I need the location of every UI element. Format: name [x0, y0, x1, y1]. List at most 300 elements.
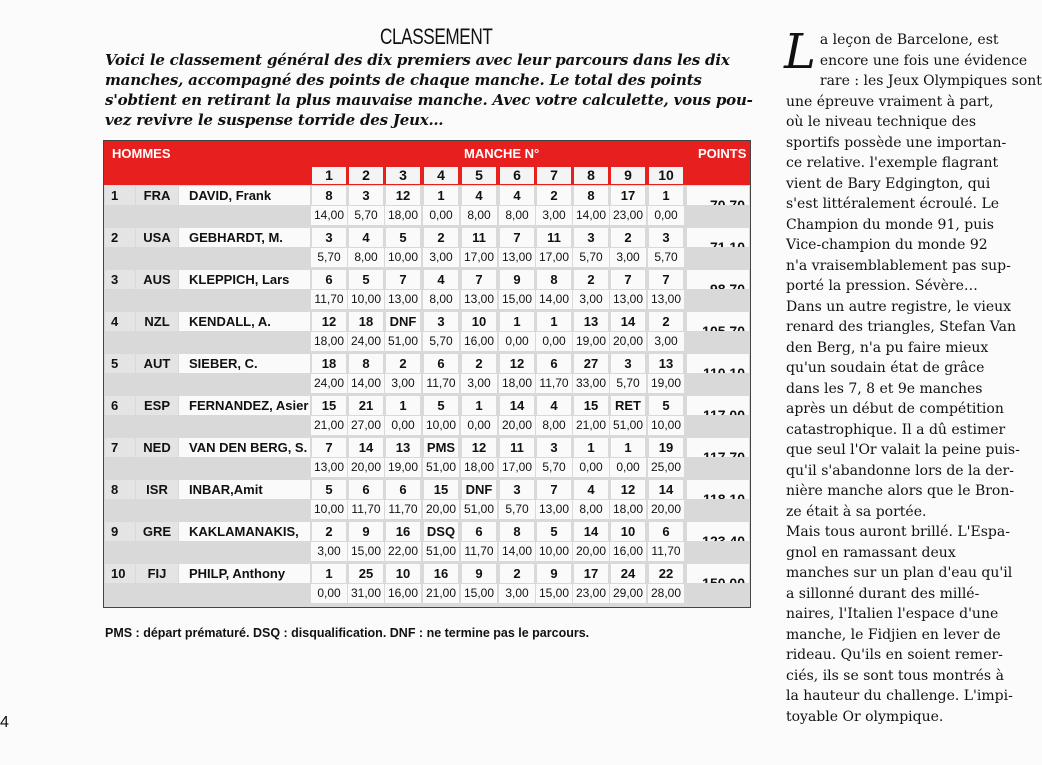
- race-place: 8: [537, 270, 571, 289]
- race-points: 27,00: [348, 416, 384, 435]
- race-points: 20,00: [648, 500, 684, 519]
- row-country: FIJ: [136, 564, 178, 583]
- race-place: 9: [500, 270, 534, 289]
- race-place: 2: [312, 522, 346, 541]
- race-place: RET: [611, 396, 645, 415]
- race-points: 20,00: [423, 500, 459, 519]
- table-subrow: [104, 373, 750, 393]
- race-points: 10,00: [348, 290, 384, 309]
- table-row: [104, 395, 750, 415]
- article-line: a leçon de Barcelone, est: [819, 32, 999, 48]
- race-place: 3: [611, 354, 645, 373]
- race-points: 13,00: [461, 290, 497, 309]
- race-points: 8,00: [536, 416, 572, 435]
- race-points: 14,00: [499, 542, 535, 561]
- race-points: 10,00: [423, 416, 459, 435]
- race-points: 24,00: [311, 374, 347, 393]
- article-line: manches sur un plan d'eau qu'il: [786, 565, 1013, 581]
- article-line: Champion du monde 91, puis: [786, 216, 994, 233]
- race-points: 5,70: [573, 248, 609, 267]
- race-place: 7: [386, 270, 420, 289]
- race-place: 18: [349, 312, 383, 331]
- row-rank: 8: [105, 480, 135, 499]
- race-place: 10: [386, 564, 420, 583]
- row-country: AUT: [136, 354, 178, 373]
- race-points: 5,70: [536, 458, 572, 477]
- race-place: 6: [386, 480, 420, 499]
- race-place: 7: [649, 270, 683, 289]
- race-place: 11: [500, 438, 534, 457]
- row-rank: 7: [105, 438, 135, 457]
- article-line: den Berg, n'a pu faire mieux: [786, 339, 989, 356]
- race-place: 22: [649, 564, 683, 583]
- race-points: 21,00: [311, 416, 347, 435]
- race-place: 13: [649, 354, 683, 373]
- table-subrow: [104, 499, 750, 519]
- race-points: 17,00: [499, 458, 535, 477]
- manche-number: 2: [349, 167, 383, 184]
- race-place: 4: [537, 396, 571, 415]
- race-place: 16: [386, 522, 420, 541]
- race-place: 3: [537, 438, 571, 457]
- race-place: 14: [649, 480, 683, 499]
- row-rank: 1: [105, 186, 135, 205]
- manche-number: 10: [649, 167, 683, 184]
- race-place: 16: [424, 564, 458, 583]
- race-points: 3,00: [499, 584, 535, 603]
- race-place: 8: [574, 186, 608, 205]
- race-points: 15,00: [499, 290, 535, 309]
- race-points: 0,00: [648, 206, 684, 225]
- intro-line: Voici le classement général des dix premiers avec leur parcours dans les dix: [105, 51, 730, 69]
- race-place: 14: [500, 396, 534, 415]
- race-place: 1: [462, 396, 496, 415]
- race-points: 13,00: [610, 290, 646, 309]
- race-points: 8,00: [348, 248, 384, 267]
- row-name: KENDALL, A.: [179, 312, 310, 331]
- row-rank: 10: [105, 564, 135, 583]
- race-points: 51,00: [610, 416, 646, 435]
- race-place: 3: [349, 186, 383, 205]
- race-points: 8,00: [461, 206, 497, 225]
- race-points: 10,00: [648, 416, 684, 435]
- article-line: rare : les Jeux Olympiques sont: [819, 73, 1042, 89]
- row-name: KLEPPICH, Lars: [179, 270, 310, 289]
- manche-number: 3: [386, 167, 420, 184]
- race-points: 5,70: [610, 374, 646, 393]
- race-points: 15,00: [348, 542, 384, 561]
- race-place: 17: [611, 186, 645, 205]
- row-name: SIEBER, C.: [179, 354, 310, 373]
- row-rank: 3: [105, 270, 135, 289]
- race-points: 0,00: [423, 206, 459, 225]
- race-points: 18,00: [461, 458, 497, 477]
- table-row: [104, 353, 750, 373]
- table-row: [104, 437, 750, 457]
- race-place: 19: [649, 438, 683, 457]
- race-points: 20,00: [610, 332, 646, 351]
- race-place: 11: [537, 228, 571, 247]
- race-place: 11: [462, 228, 496, 247]
- drop-cap: L: [784, 24, 816, 80]
- race-points: 24,00: [348, 332, 384, 351]
- subrow-blank: [105, 374, 310, 393]
- race-points: 8,00: [573, 500, 609, 519]
- article-line: toyable Or olympique.: [786, 708, 944, 725]
- race-points: 14,00: [348, 374, 384, 393]
- race-points: 23,00: [610, 206, 646, 225]
- race-place: 15: [424, 480, 458, 499]
- intro-line: s'obtient en retirant la plus mauvaise manche. Avec votre calculette, vous pou-: [105, 91, 753, 109]
- subrow-blank: [105, 290, 310, 309]
- race-points: 3,00: [385, 374, 421, 393]
- article-line: Vice-champion du monde 92: [786, 237, 988, 253]
- race-points: 15,00: [461, 584, 497, 603]
- race-points: 13,00: [385, 290, 421, 309]
- header-hommes: HOMMES: [112, 146, 171, 161]
- subrow-blank: [105, 248, 310, 267]
- article-line: sportifs possède une importan-: [786, 134, 1007, 151]
- race-points: 20,00: [573, 542, 609, 561]
- article-line: ciés, ils se sont tous montrés à: [786, 667, 1004, 684]
- article-line: catastrophique. Il a dû estimer: [786, 421, 1006, 438]
- race-place: 13: [386, 438, 420, 457]
- race-points: 0,00: [573, 458, 609, 477]
- article-line: où le niveau technique des: [786, 114, 977, 130]
- article-line: s'est littéralement écroulé. Le: [786, 196, 1000, 212]
- race-place: 25: [349, 564, 383, 583]
- manche-number: 7: [537, 167, 571, 184]
- subrow-blank: [105, 584, 310, 603]
- subrow-blank: [105, 500, 310, 519]
- race-place: DNF: [462, 480, 496, 499]
- table-subrow: [104, 583, 750, 603]
- row-country: USA: [136, 228, 178, 247]
- race-points: 22,00: [385, 542, 421, 561]
- race-place: 6: [349, 480, 383, 499]
- race-place: 1: [574, 438, 608, 457]
- race-place: 3: [574, 228, 608, 247]
- legend-note: PMS : départ prématuré. DSQ : disqualification. DNF : ne termine pas le parcours.: [105, 626, 590, 640]
- subrow-blank: [105, 458, 310, 477]
- row-name: PHILP, Anthony: [179, 564, 310, 583]
- race-points: 5,70: [348, 206, 384, 225]
- race-place: 1: [386, 396, 420, 415]
- race-place: 5: [312, 480, 346, 499]
- race-place: 9: [537, 564, 571, 583]
- race-place: 5: [649, 396, 683, 415]
- subrow-blank: [105, 206, 310, 225]
- article-line: naires, l'Italien l'espace d'une: [786, 606, 999, 622]
- manche-number: 4: [424, 167, 458, 184]
- race-points: 14,00: [573, 206, 609, 225]
- row-rank: 6: [105, 396, 135, 415]
- race-points: 17,00: [536, 248, 572, 267]
- table-subrow: [104, 331, 750, 351]
- row-name: KAKLAMANAKIS,: [179, 522, 310, 541]
- race-place: 2: [537, 186, 571, 205]
- race-place: 14: [349, 438, 383, 457]
- article-line: rideau. Qu'ils en soient remer-: [786, 647, 1003, 663]
- article-line: Mais tous auront brillé. L'Espa-: [786, 524, 1010, 540]
- manche-number: 8: [574, 167, 608, 184]
- race-place: 3: [312, 228, 346, 247]
- article-column: [784, 24, 1042, 727]
- race-points: 8,00: [423, 290, 459, 309]
- table-row: [104, 521, 750, 541]
- table-row: [104, 227, 750, 247]
- results-table: [103, 140, 751, 608]
- page-title: CLASSEMENT: [380, 24, 493, 49]
- article-line: renard des triangles, Stefan Van: [786, 319, 1016, 335]
- table-subrow: [104, 541, 750, 561]
- race-place: 14: [611, 312, 645, 331]
- race-points: 16,00: [385, 584, 421, 603]
- row-name: DAVID, Frank: [179, 186, 310, 205]
- race-points: 16,00: [610, 542, 646, 561]
- article-line: n'a vraisemblablement pas sup-: [786, 257, 1011, 274]
- article-line: ce relative. l'exemple flagrant: [786, 155, 999, 171]
- manche-number: 1: [312, 167, 346, 184]
- manche-number: 5: [462, 167, 496, 184]
- race-place: 12: [611, 480, 645, 499]
- race-place: 2: [386, 354, 420, 373]
- race-points: 0,00: [610, 458, 646, 477]
- race-place: 8: [500, 522, 534, 541]
- race-points: 11,70: [348, 500, 384, 519]
- race-place: 6: [537, 354, 571, 373]
- article-line: a sillonné durant des millé-: [786, 585, 980, 602]
- table-row: [104, 479, 750, 499]
- race-points: 11,70: [461, 542, 497, 561]
- intro-line: vez revivre le suspense torride des Jeux…: [105, 111, 444, 129]
- article-line: vient de Bary Edgington, qui: [786, 175, 991, 192]
- race-place: 12: [386, 186, 420, 205]
- header-manche: MANCHE N°: [464, 146, 540, 161]
- race-place: 21: [349, 396, 383, 415]
- row-name: FERNANDEZ, Asier: [179, 396, 310, 415]
- article-line: après un début de compétition: [786, 401, 1004, 417]
- subrow-blank: [105, 416, 310, 435]
- race-points: 51,00: [423, 458, 459, 477]
- table-row: [104, 311, 750, 331]
- race-points: 51,00: [423, 542, 459, 561]
- header-points: POINTS: [698, 146, 747, 161]
- race-place: 9: [462, 564, 496, 583]
- race-points: 18,00: [499, 374, 535, 393]
- article-line: ze était à sa portée.: [786, 503, 927, 520]
- race-points: 13,00: [499, 248, 535, 267]
- race-points: 17,00: [461, 248, 497, 267]
- race-place: 7: [500, 228, 534, 247]
- race-place: 4: [500, 186, 534, 205]
- table-row: [104, 185, 750, 205]
- race-points: 3,00: [536, 206, 572, 225]
- race-place: 1: [611, 438, 645, 457]
- race-place: DNF: [386, 312, 420, 331]
- race-place: 6: [424, 354, 458, 373]
- race-place: 15: [574, 396, 608, 415]
- row-name: GEBHARDT, M.: [179, 228, 310, 247]
- row-country: ISR: [136, 480, 178, 499]
- race-points: 20,00: [499, 416, 535, 435]
- race-place: 8: [349, 354, 383, 373]
- table-header: [104, 141, 750, 165]
- race-place: 2: [462, 354, 496, 373]
- race-points: 51,00: [385, 332, 421, 351]
- row-rank: 5: [105, 354, 135, 373]
- race-points: 11,70: [385, 500, 421, 519]
- row-name: INBAR,Amit: [179, 480, 310, 499]
- race-place: 7: [611, 270, 645, 289]
- race-place: 15: [312, 396, 346, 415]
- race-place: 3: [649, 228, 683, 247]
- race-place: 1: [649, 186, 683, 205]
- row-name: VAN DEN BERG, S.: [179, 438, 310, 457]
- article-line: une épreuve vraiment à part,: [786, 93, 994, 110]
- race-points: 0,00: [536, 332, 572, 351]
- manche-number: 9: [611, 167, 645, 184]
- race-points: 29,00: [610, 584, 646, 603]
- race-points: 19,00: [648, 374, 684, 393]
- article-line: dans les 7, 8 et 9e manches: [786, 380, 983, 397]
- article-line: gnol en ramassant deux: [786, 544, 956, 561]
- race-points: 13,00: [536, 500, 572, 519]
- race-points: 11,70: [536, 374, 572, 393]
- race-place: 14: [574, 522, 608, 541]
- row-rank: 2: [105, 228, 135, 247]
- race-points: 11,70: [423, 374, 459, 393]
- race-place: PMS: [424, 438, 458, 457]
- article-line: porté la pression. Sévère…: [786, 278, 978, 294]
- race-points: 10,00: [385, 248, 421, 267]
- race-place: 1: [312, 564, 346, 583]
- race-points: 18,00: [311, 332, 347, 351]
- race-points: 0,00: [311, 584, 347, 603]
- race-points: 31,00: [348, 584, 384, 603]
- article-line: Dans un autre registre, le vieux: [786, 298, 1012, 315]
- race-points: 0,00: [385, 416, 421, 435]
- race-points: 19,00: [385, 458, 421, 477]
- table-subrow: [104, 289, 750, 309]
- manche-number: 6: [500, 167, 534, 184]
- race-place: 10: [462, 312, 496, 331]
- race-place: 9: [349, 522, 383, 541]
- race-place: 18: [312, 354, 346, 373]
- race-points: 28,00: [648, 584, 684, 603]
- race-points: 3,00: [423, 248, 459, 267]
- race-points: 8,00: [499, 206, 535, 225]
- race-points: 20,00: [348, 458, 384, 477]
- race-points: 18,00: [385, 206, 421, 225]
- race-points: 51,00: [461, 500, 497, 519]
- subrow-blank: [105, 542, 310, 561]
- article-line: manche, le Fidjien en lever de: [786, 626, 1001, 643]
- race-points: 13,00: [648, 290, 684, 309]
- page-number: 4: [0, 714, 9, 731]
- race-points: 5,70: [423, 332, 459, 351]
- race-place: 5: [349, 270, 383, 289]
- race-points: 3,00: [461, 374, 497, 393]
- race-place: 1: [537, 312, 571, 331]
- table-row: [104, 563, 750, 583]
- table-subrow: [104, 415, 750, 435]
- race-place: 6: [462, 522, 496, 541]
- race-points: 21,00: [573, 416, 609, 435]
- race-place: 1: [424, 186, 458, 205]
- row-country: GRE: [136, 522, 178, 541]
- race-place: 4: [462, 186, 496, 205]
- race-place: 2: [424, 228, 458, 247]
- row-rank: 4: [105, 312, 135, 331]
- article-line: encore une fois une évidence: [819, 52, 1028, 69]
- race-place: 6: [312, 270, 346, 289]
- table-subrow: [104, 457, 750, 477]
- row-country: ESP: [136, 396, 178, 415]
- race-place: 2: [649, 312, 683, 331]
- race-place: 24: [611, 564, 645, 583]
- race-points: 11,70: [311, 290, 347, 309]
- race-place: 7: [312, 438, 346, 457]
- race-points: 33,00: [573, 374, 609, 393]
- race-place: 4: [574, 480, 608, 499]
- article-line: la hauteur du challenge. L'impi-: [786, 688, 1013, 704]
- intro-line: manches, accompagné des points de chaque manche. Le total des points: [105, 71, 702, 89]
- row-country: NED: [136, 438, 178, 457]
- race-points: 3,00: [311, 542, 347, 561]
- race-place: 12: [500, 354, 534, 373]
- race-place: 5: [537, 522, 571, 541]
- row-rank: 9: [105, 522, 135, 541]
- article-line: que seul l'Or valait la peine puis-: [786, 442, 1020, 458]
- race-points: 21,00: [423, 584, 459, 603]
- table-subrow: [104, 205, 750, 225]
- table-subrow: [104, 247, 750, 267]
- race-points: 0,00: [499, 332, 535, 351]
- article-line: nière manche alors que le Bron-: [786, 483, 1015, 499]
- race-place: 17: [574, 564, 608, 583]
- race-points: 10,00: [311, 500, 347, 519]
- race-place: DSQ: [424, 522, 458, 541]
- race-place: 27: [574, 354, 608, 373]
- race-points: 25,00: [648, 458, 684, 477]
- race-place: 5: [424, 396, 458, 415]
- row-country: NZL: [136, 312, 178, 331]
- race-place: 1: [500, 312, 534, 331]
- row-country: AUS: [136, 270, 178, 289]
- race-points: 11,70: [648, 542, 684, 561]
- race-place: 3: [500, 480, 534, 499]
- article-line: qu'un soudain état de grâce: [786, 360, 985, 376]
- race-place: 13: [574, 312, 608, 331]
- race-points: 5,70: [648, 248, 684, 267]
- race-place: 6: [649, 522, 683, 541]
- race-place: 2: [611, 228, 645, 247]
- race-points: 14,00: [311, 206, 347, 225]
- race-place: 10: [611, 522, 645, 541]
- row-country: FRA: [136, 186, 178, 205]
- race-place: 5: [386, 228, 420, 247]
- race-place: 12: [462, 438, 496, 457]
- race-place: 4: [424, 270, 458, 289]
- race-points: 5,70: [499, 500, 535, 519]
- subrow-blank: [105, 332, 310, 351]
- race-points: 0,00: [461, 416, 497, 435]
- race-points: 3,00: [610, 248, 646, 267]
- race-points: 3,00: [648, 332, 684, 351]
- race-points: 3,00: [573, 290, 609, 309]
- race-points: 16,00: [461, 332, 497, 351]
